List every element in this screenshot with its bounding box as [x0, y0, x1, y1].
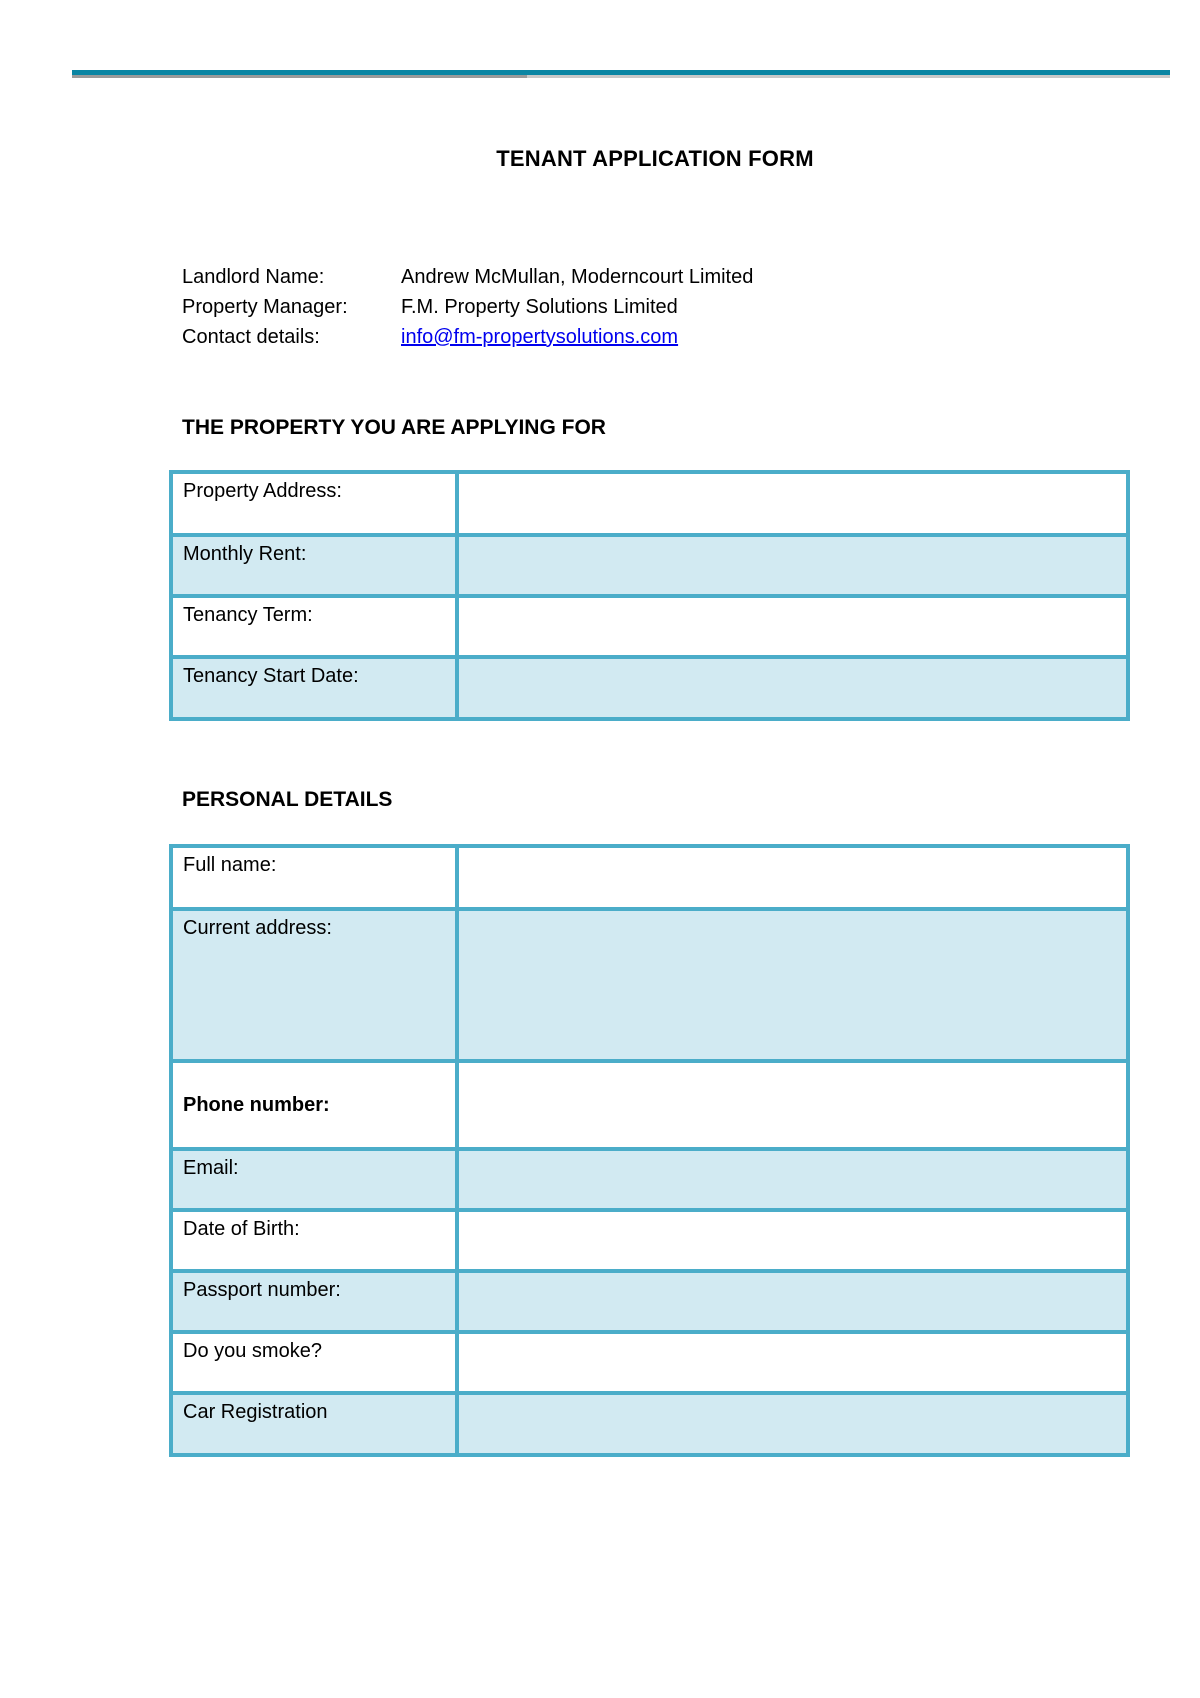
tenancy-term-label: Tenancy Term:	[171, 596, 457, 657]
date-of-birth-input[interactable]	[469, 1218, 1116, 1241]
phone-number-input[interactable]	[469, 1069, 1116, 1092]
phone-number-field[interactable]	[457, 1061, 1128, 1149]
tenancy-start-date-label: Tenancy Start Date:	[171, 657, 457, 719]
table-row	[171, 1271, 1128, 1332]
property-table	[169, 470, 1130, 721]
manager-value: F.M. Property Solutions Limited	[401, 296, 678, 318]
table-row	[171, 472, 1128, 535]
contact-label: Contact details:	[182, 326, 320, 348]
contact-email-link[interactable]: info@fm-propertysolutions.com	[401, 326, 679, 348]
manager-label: Property Manager:	[182, 296, 348, 318]
table-row	[171, 1393, 1128, 1455]
landlord-info	[182, 262, 753, 352]
header-rule	[72, 70, 1170, 78]
property-address-input[interactable]	[469, 480, 1116, 503]
phone-number-label: Phone number:	[171, 1061, 457, 1149]
full-name-field[interactable]	[457, 846, 1128, 909]
monthly-rent-field[interactable]	[457, 535, 1128, 596]
property-address-label: Property Address:	[171, 472, 457, 535]
manager-row	[182, 292, 753, 322]
current-address-label: Current address:	[171, 909, 457, 1061]
tenancy-term-input[interactable]	[469, 604, 1116, 627]
date-of-birth-field[interactable]	[457, 1210, 1128, 1271]
table-row	[171, 846, 1128, 909]
current-address-field[interactable]	[457, 909, 1128, 1061]
table-row	[171, 1149, 1128, 1210]
email-input[interactable]	[469, 1157, 1116, 1180]
car-registration-input[interactable]	[469, 1401, 1116, 1424]
header-rule-grey-left	[72, 75, 527, 78]
monthly-rent-input[interactable]	[469, 543, 1116, 566]
monthly-rent-label: Monthly Rent:	[171, 535, 457, 596]
date-of-birth-label: Date of Birth:	[171, 1210, 457, 1271]
passport-number-field[interactable]	[457, 1271, 1128, 1332]
page-title: TENANT APPLICATION FORM	[496, 146, 814, 171]
table-row	[171, 909, 1128, 1061]
landlord-value: Andrew McMullan, Moderncourt Limited	[401, 266, 754, 288]
full-name-label: Full name:	[171, 846, 457, 909]
contact-row	[182, 322, 753, 352]
car-registration-field[interactable]	[457, 1393, 1128, 1455]
landlord-row	[182, 262, 753, 292]
passport-number-input[interactable]	[469, 1279, 1116, 1302]
email-label: Email:	[171, 1149, 457, 1210]
header-rule-grey-right	[527, 75, 1170, 78]
table-row	[171, 1061, 1128, 1149]
tenancy-start-date-input[interactable]	[469, 665, 1116, 688]
property-address-field[interactable]	[457, 472, 1128, 535]
table-row	[171, 657, 1128, 719]
table-row	[171, 1210, 1128, 1271]
car-registration-label: Car Registration	[171, 1393, 457, 1455]
smoker-input[interactable]	[469, 1340, 1116, 1363]
table-row	[171, 1332, 1128, 1393]
property-section-heading: THE PROPERTY YOU ARE APPLYING FOR	[182, 416, 606, 439]
current-address-input[interactable]	[469, 917, 1116, 940]
full-name-input[interactable]	[469, 854, 1116, 877]
personal-section-heading: PERSONAL DETAILS	[182, 788, 393, 811]
table-row	[171, 596, 1128, 657]
email-field[interactable]	[457, 1149, 1128, 1210]
smoker-label: Do you smoke?	[171, 1332, 457, 1393]
passport-number-label: Passport number:	[171, 1271, 457, 1332]
tenancy-start-date-field[interactable]	[457, 657, 1128, 719]
landlord-label: Landlord Name:	[182, 266, 325, 288]
tenancy-term-field[interactable]	[457, 596, 1128, 657]
table-row	[171, 535, 1128, 596]
personal-table	[169, 844, 1130, 1457]
smoker-field[interactable]	[457, 1332, 1128, 1393]
